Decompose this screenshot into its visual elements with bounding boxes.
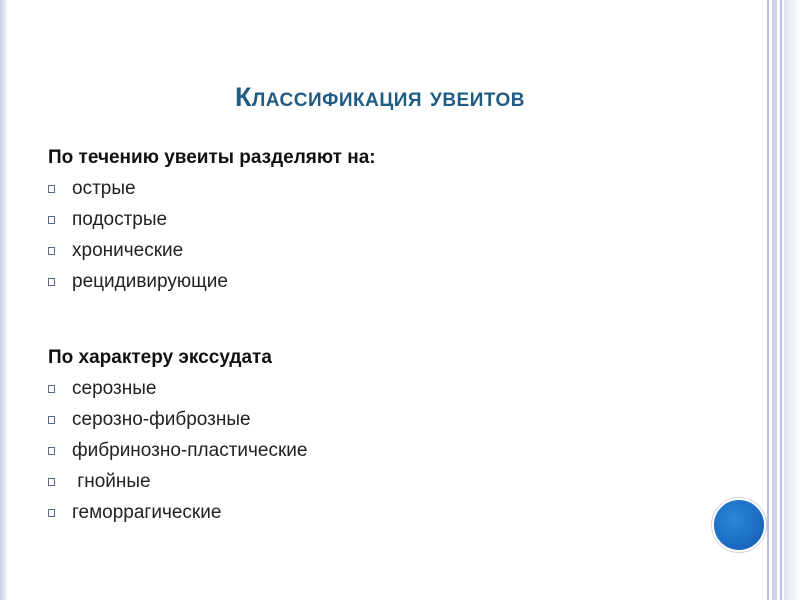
hollow-square-bullet-icon	[48, 447, 55, 455]
list-item	[48, 173, 748, 204]
right-frame-line	[780, 0, 782, 600]
list-item	[48, 497, 748, 528]
right-frame-line	[767, 0, 769, 600]
list-item	[48, 435, 748, 466]
hollow-square-bullet-icon	[48, 509, 55, 517]
list-item-label: фибринозно-пластические	[72, 440, 308, 461]
hollow-square-bullet-icon	[48, 185, 55, 193]
list-item	[48, 204, 748, 235]
section-heading-course: По течению увеиты разделяют на:	[48, 147, 376, 168]
right-frame-band	[772, 0, 777, 600]
list-item	[48, 373, 748, 404]
section-heading-exudate: По характеру экссудата	[48, 347, 272, 368]
hollow-square-bullet-icon	[48, 216, 55, 224]
hollow-square-bullet-icon	[48, 478, 55, 486]
list-item-label: серозно-фиброзные	[72, 409, 251, 430]
hollow-square-bullet-icon	[48, 416, 55, 424]
blue-circle-icon	[712, 498, 766, 552]
hollow-square-bullet-icon	[48, 247, 55, 255]
right-frame-fade	[784, 0, 800, 600]
slide-title: Классификация увеитов	[234, 82, 526, 112]
list-item	[48, 266, 748, 297]
hollow-square-bullet-icon	[48, 385, 55, 393]
list-item-label: геморрагические	[72, 502, 222, 523]
list-item	[48, 404, 748, 435]
list-item-label: острые	[72, 178, 136, 199]
list-item	[48, 466, 748, 497]
section-spacer	[48, 297, 748, 342]
list-item	[48, 235, 748, 266]
list-item-label: гнойные	[72, 471, 151, 492]
list-item-label: рецидивирующие	[72, 271, 228, 292]
list-item-label: хронические	[72, 240, 184, 261]
list-item-label: серозные	[72, 378, 157, 399]
slide-content	[48, 142, 748, 528]
hollow-square-bullet-icon	[48, 278, 55, 286]
list-item-label: подострые	[72, 209, 168, 230]
